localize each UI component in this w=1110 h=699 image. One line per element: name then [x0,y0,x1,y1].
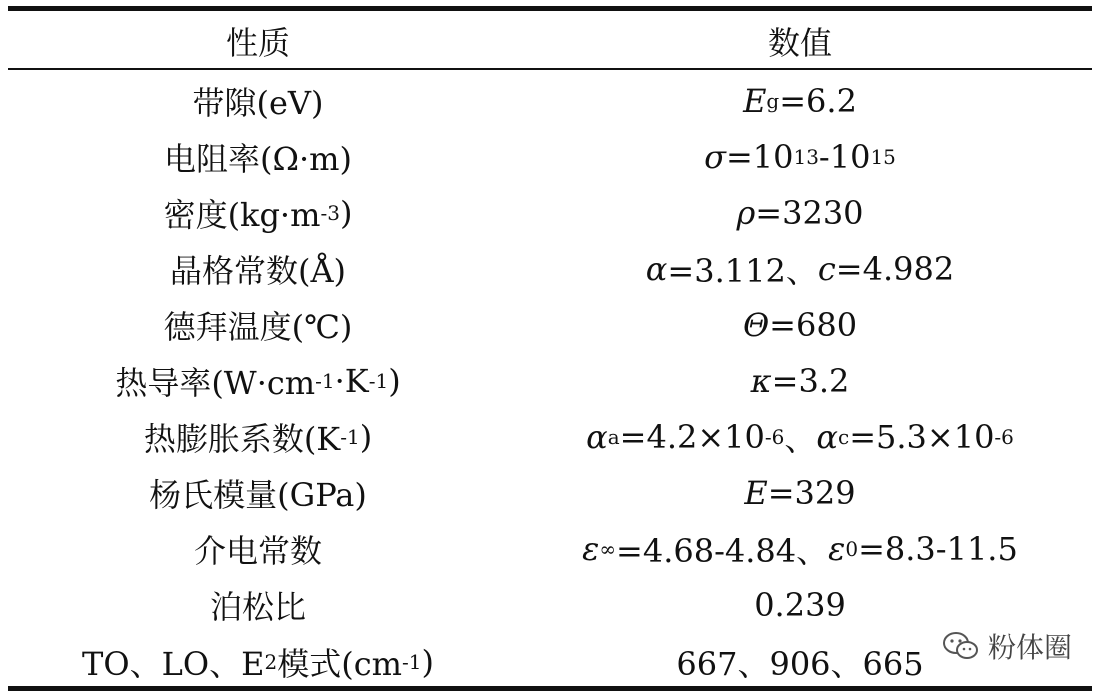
table-row [8,354,1092,409]
property-cell: 密度(kg·m -3 ) [163,193,353,234]
table-row [8,73,1092,128]
table-bottom-rule [8,686,1092,691]
table-row [8,129,1092,184]
value-cell: 0.239 [754,586,846,625]
value-cell: ρ =3230 [736,193,864,232]
property-cell: 电阻率(Ω·m) [163,139,353,178]
value-cell: α =3.112、 c =4.982 [645,249,955,290]
value-cell: E g =6.2 [743,81,857,120]
value-cell: Θ =680 [742,305,858,344]
property-cell: 带隙(eV) [192,83,324,122]
value-cell: ε ∞ =4.68-4.84、 ε 0 =8.3-11.5 [582,530,1018,571]
header-value: 数值 [767,24,832,62]
table-header-rule [8,68,1092,70]
property-cell: 热导率(W·cm -1 ·K -1 ) [115,362,401,402]
property-cell: 杨氏模量(GPa) [149,476,367,515]
header-property: 性质 [225,24,290,62]
value-cell: κ =3.2 [750,362,850,400]
value-cell: 667、906、665 [676,644,924,683]
value-cell: E =329 [744,474,856,513]
property-cell: 晶格常数(Å) [169,251,347,290]
table-row [8,297,1092,352]
watermark-text: 粉体圈 [988,631,1073,664]
value-cell: α a =4.2×10 -6 、 α c =5.3×10 -6 [586,418,1014,459]
table-row [8,578,1092,633]
property-cell: 德拜温度(℃) [163,307,353,346]
table-row [8,634,1092,689]
table-row [8,522,1092,577]
property-cell: 热膨胀系数(K -1 ) [143,418,373,459]
watermark [942,624,1092,668]
table-top-rule [8,6,1092,11]
table-row [8,466,1092,521]
wechat-icon [942,630,980,662]
property-cell: 介电常数 [193,532,322,571]
property-cell: TO、LO、E 2 模式(cm -1 ) [82,642,434,683]
value-cell: σ =10 13 -10 15 [704,137,896,176]
property-cell: 泊松比 [209,588,306,627]
table-row [8,410,1092,465]
table-header-row [8,14,1092,68]
table-row [8,241,1092,296]
table-row [8,185,1092,240]
